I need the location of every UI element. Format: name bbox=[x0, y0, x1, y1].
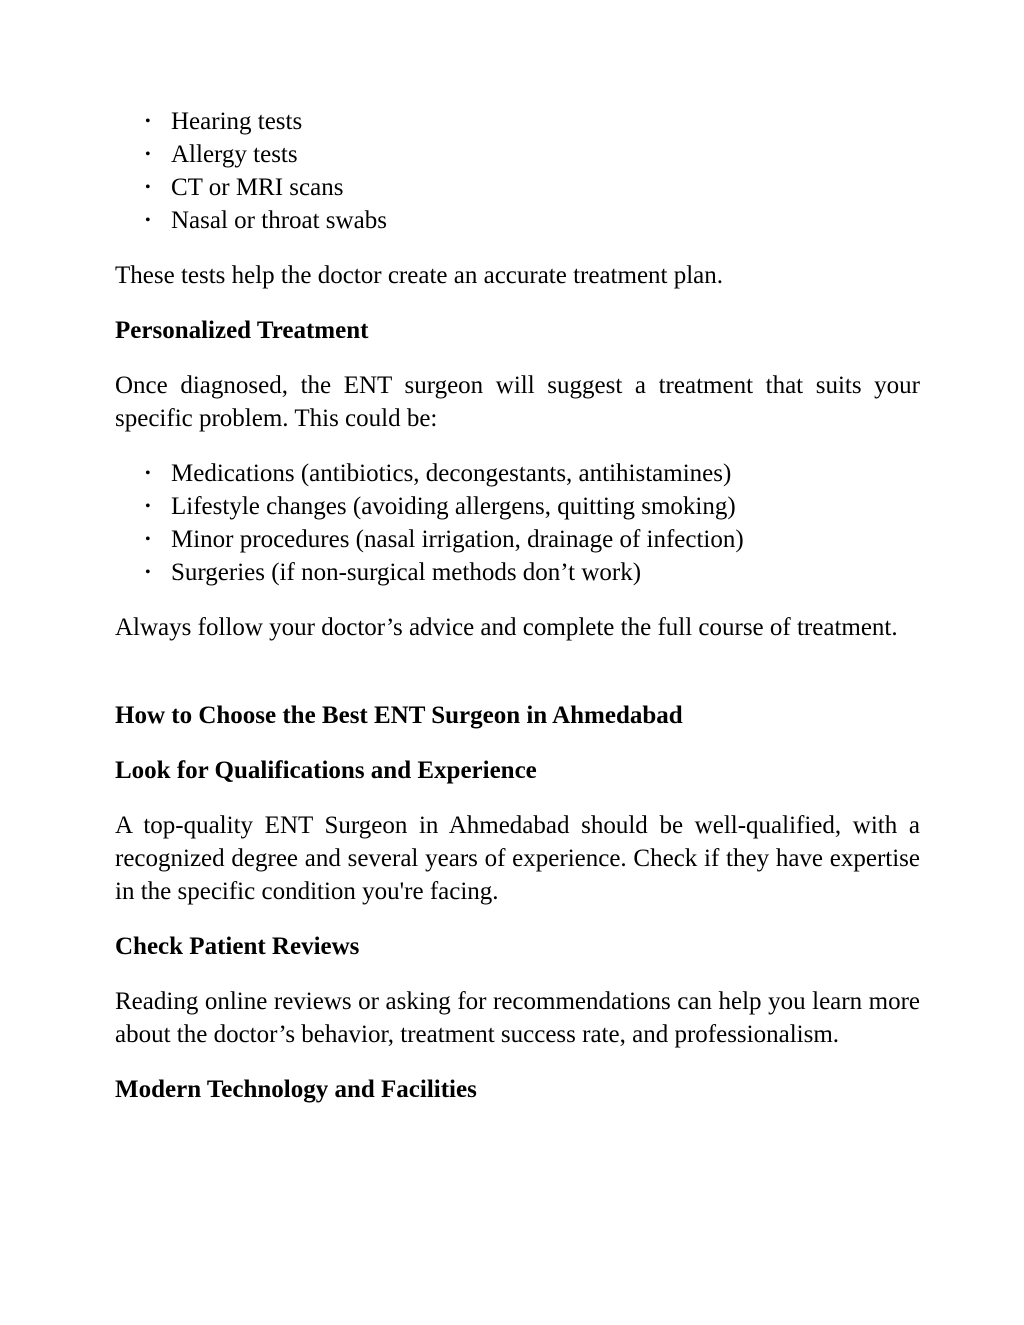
list-item bbox=[115, 457, 920, 490]
document-page bbox=[115, 105, 920, 1106]
qualifications-paragraph: A top-quality ENT Surgeon in Ahmedabad should be well-qualified, with a recognized degree and several years of experience. Check if they have expertise in the specific condition you're facing. bbox=[115, 812, 920, 905]
patient-reviews-heading: Check Patient Reviews bbox=[115, 933, 360, 960]
list-item-text: Medications (antibiotics, decongestants, antihistamines) bbox=[171, 460, 732, 487]
list-item-text: Allergy tests bbox=[171, 141, 298, 168]
list-item bbox=[115, 556, 920, 589]
bullet-icon: • bbox=[145, 146, 151, 163]
tests-note-paragraph: These tests help the doctor create an accurate treatment plan. bbox=[115, 262, 724, 289]
qualifications-heading: Look for Qualifications and Experience bbox=[115, 757, 537, 784]
treatment-intro-paragraph: Once diagnosed, the ENT surgeon will suggest a treatment that suits your specific problem. This could be: bbox=[115, 372, 920, 432]
treatment-options-list bbox=[115, 457, 920, 589]
list-item bbox=[115, 138, 920, 171]
list-item bbox=[115, 204, 920, 237]
patient-reviews-paragraph: Reading online reviews or asking for recommendations can help you learn more about the doctor’s behavior, treatment success rate, and professionalism. bbox=[115, 988, 920, 1048]
list-item-text: Lifestyle changes (avoiding allergens, quitting smoking) bbox=[171, 493, 736, 520]
bullet-icon: • bbox=[145, 113, 151, 130]
list-item-text: Surgeries (if non-surgical methods don’t work) bbox=[171, 559, 642, 586]
personalized-treatment-heading: Personalized Treatment bbox=[115, 317, 369, 344]
choose-surgeon-heading: How to Choose the Best ENT Surgeon in Ahmedabad bbox=[115, 702, 683, 729]
list-item bbox=[115, 490, 920, 523]
list-item-text: Minor procedures (nasal irrigation, drainage of infection) bbox=[171, 526, 744, 553]
bullet-icon: • bbox=[145, 531, 151, 548]
list-item bbox=[115, 171, 920, 204]
tests-list bbox=[115, 105, 920, 237]
list-item-text: Hearing tests bbox=[171, 108, 303, 135]
bullet-icon: • bbox=[145, 465, 151, 482]
list-item bbox=[115, 105, 920, 138]
bullet-icon: • bbox=[145, 498, 151, 515]
advice-paragraph: Always follow your doctor’s advice and complete the full course of treatment. bbox=[115, 614, 898, 641]
bullet-icon: • bbox=[145, 179, 151, 196]
list-item-text: Nasal or throat swabs bbox=[171, 207, 387, 234]
technology-heading: Modern Technology and Facilities bbox=[115, 1076, 477, 1103]
bullet-icon: • bbox=[145, 564, 151, 581]
list-item-text: CT or MRI scans bbox=[171, 174, 344, 201]
bullet-icon: • bbox=[145, 212, 151, 229]
list-item bbox=[115, 523, 920, 556]
